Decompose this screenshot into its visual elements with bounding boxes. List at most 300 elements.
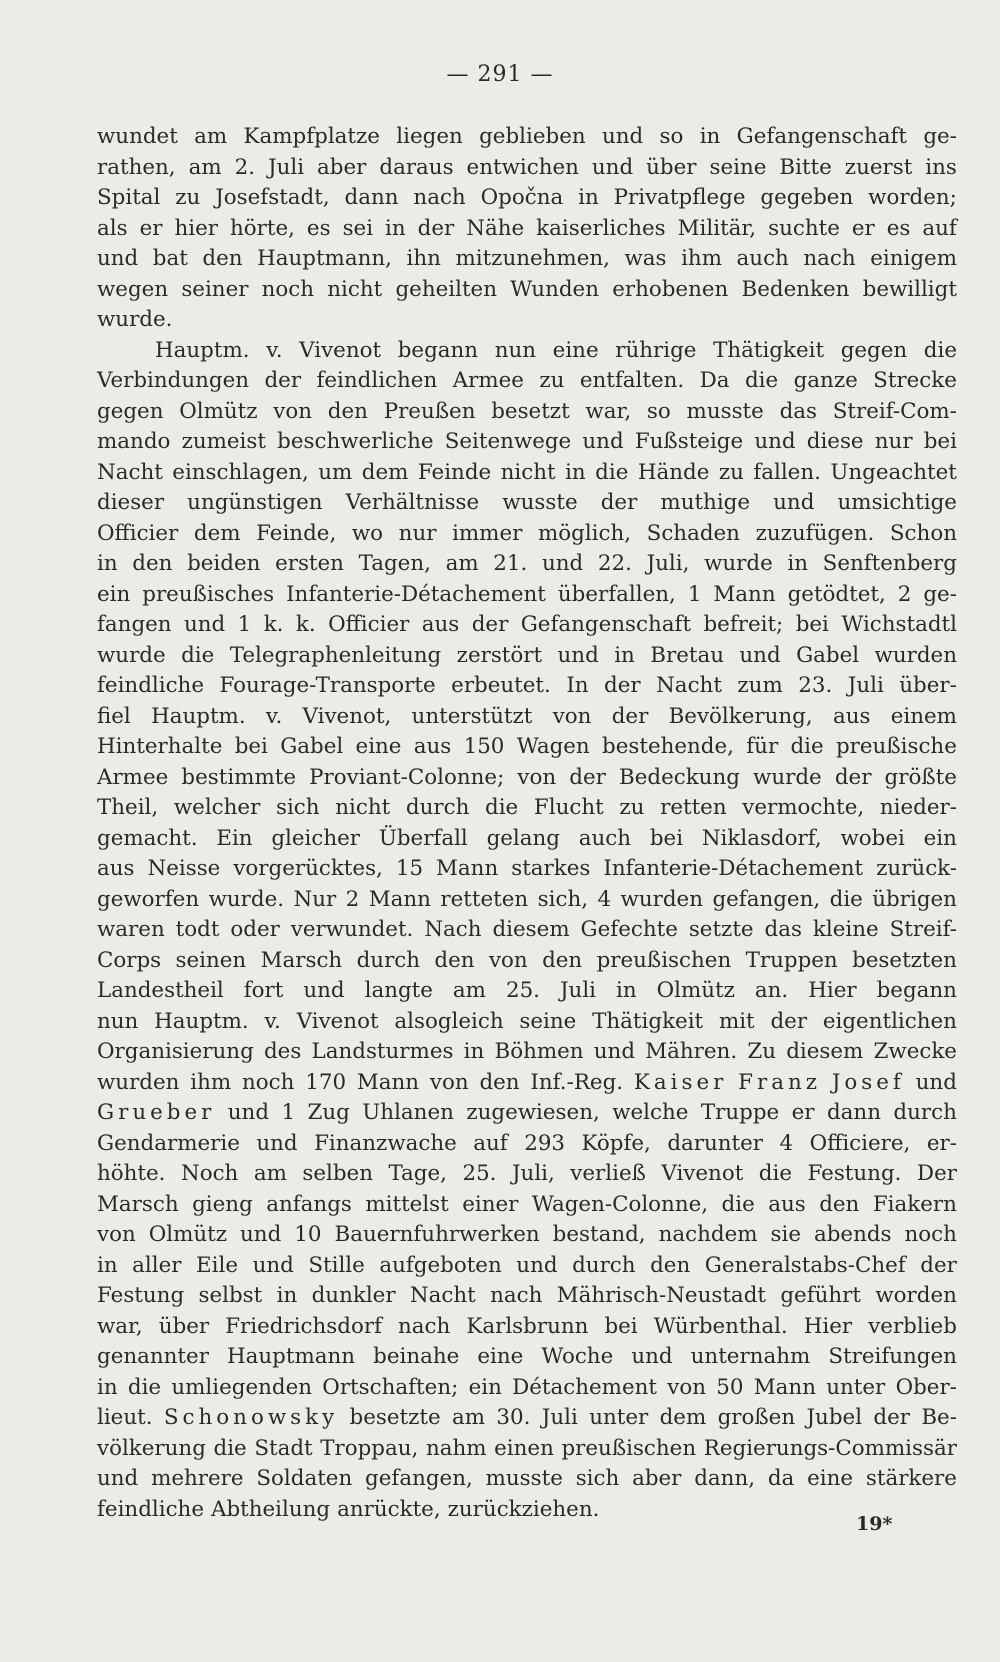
text-line — [97, 183, 957, 214]
word: Juli, — [646, 551, 690, 576]
word: 30. — [496, 1405, 531, 1430]
word: und — [97, 246, 139, 271]
word: Fußsteige — [634, 429, 744, 454]
word: Wagen-Colonne, — [531, 1191, 709, 1217]
word: Zug — [307, 1100, 350, 1125]
word: Nur — [293, 886, 337, 912]
word: auch — [736, 246, 789, 271]
word: der — [471, 612, 509, 637]
word: dann, — [694, 1466, 756, 1491]
word: aus — [413, 734, 452, 759]
text-line — [97, 580, 957, 611]
word: kleine — [812, 917, 879, 942]
word: Landsturmes — [311, 1039, 454, 1064]
word: von — [517, 764, 557, 790]
word: seinen — [175, 947, 247, 973]
word: hörte, — [229, 215, 295, 241]
text-line — [97, 702, 957, 733]
word: durch — [893, 1100, 957, 1125]
word: er — [791, 1100, 815, 1125]
word: den — [202, 246, 243, 271]
text-line — [97, 244, 957, 275]
word: 293 — [524, 1130, 566, 1156]
word: die — [485, 795, 519, 820]
word: durch — [572, 1252, 636, 1278]
word: besetzten — [852, 947, 957, 973]
word: so — [659, 124, 684, 149]
word: Privatpflege — [613, 185, 746, 210]
word: 10 — [294, 1222, 322, 1247]
word: diese — [806, 429, 864, 454]
word: v. — [266, 337, 283, 363]
word: zu — [175, 185, 201, 210]
word: mittelst — [365, 1191, 449, 1217]
word: Kaiser — [633, 1069, 728, 1095]
word: für — [746, 734, 779, 759]
word: eine — [807, 1466, 854, 1491]
word: Senftenberg — [822, 551, 957, 576]
word: Mähren. — [645, 1039, 738, 1064]
word: bei — [923, 429, 957, 454]
word: 150 — [463, 734, 505, 759]
text-line — [97, 763, 957, 794]
word: aus — [97, 856, 135, 881]
word: Armee — [452, 368, 524, 393]
word: Theil, — [97, 795, 159, 820]
word: Détachement — [512, 1374, 657, 1400]
word: in — [565, 459, 586, 485]
word: wurde — [704, 551, 773, 576]
word: Officiere, — [809, 1130, 911, 1156]
word: Seitenwege — [444, 429, 572, 454]
word: befreit; — [703, 612, 784, 637]
word: Thätigkeit — [592, 1008, 704, 1034]
word: einschlagen, — [172, 459, 309, 485]
word: Josefstadt, — [215, 185, 330, 210]
word: gefangen, — [365, 1466, 473, 1491]
word: unter — [589, 1405, 649, 1430]
word: in — [463, 1039, 485, 1064]
word: nur — [874, 429, 913, 454]
word: der — [834, 764, 872, 790]
word: Infanterie-Détachement — [603, 856, 864, 881]
word: Gefangenschaft — [736, 124, 907, 149]
word: in — [385, 215, 406, 241]
word: 170 — [305, 1069, 347, 1095]
word: starkes — [511, 856, 591, 881]
word: von — [552, 703, 592, 729]
word: vermochte, — [742, 795, 865, 820]
word: einer — [462, 1191, 519, 1217]
word: Josef — [831, 1069, 905, 1095]
word: nachdem — [658, 1222, 758, 1247]
word: an. — [754, 978, 789, 1003]
word: ihm — [190, 1069, 232, 1095]
word: 2. — [234, 154, 256, 180]
word: durch — [356, 947, 421, 973]
word: Juli — [559, 978, 597, 1003]
word: zurück- — [876, 856, 957, 881]
word: ihn — [406, 246, 441, 271]
word: überfallen, — [557, 581, 676, 607]
word: geheilten — [395, 276, 497, 302]
word: Bretau — [650, 642, 724, 668]
word: Opočna — [480, 185, 564, 210]
word: in — [699, 124, 721, 149]
word: den — [327, 398, 368, 424]
word: Be- — [921, 1405, 957, 1430]
word: geblieben — [479, 124, 586, 149]
word: der — [569, 764, 606, 790]
word: gegen — [97, 398, 164, 424]
text-line — [97, 305, 957, 336]
word: Noch — [180, 1161, 239, 1186]
word: Officier — [97, 520, 179, 546]
text-line — [97, 153, 957, 184]
word: Niklasdorf, — [701, 825, 822, 851]
text-line — [97, 671, 957, 702]
word: den — [542, 947, 583, 973]
word: in — [787, 551, 809, 576]
word: die — [758, 1161, 792, 1186]
word: Bauernfuhrwerken — [334, 1222, 540, 1247]
word: oder — [230, 917, 280, 942]
word: nicht — [500, 459, 556, 485]
word: Armee — [97, 764, 169, 790]
word: Gefangenschaft — [520, 612, 692, 637]
word: Schon — [889, 520, 957, 546]
word: nahm — [425, 1435, 487, 1461]
word: Preußen — [383, 398, 476, 424]
word: aber — [632, 1466, 682, 1491]
word: welcher — [173, 795, 261, 820]
word: Wichstadtl — [841, 612, 957, 637]
word: nach — [803, 246, 856, 271]
word: der — [604, 673, 641, 698]
word: und — [240, 1222, 282, 1247]
word: Hinterhalte — [97, 734, 223, 759]
word: auch — [578, 825, 632, 851]
word: beiden — [187, 551, 261, 576]
word: nicht — [327, 276, 383, 302]
word: und — [227, 1100, 270, 1125]
word: gelang — [486, 825, 560, 851]
word: Ungeachtet — [830, 459, 957, 485]
word: auf — [473, 1130, 508, 1156]
word: nun — [97, 1008, 139, 1034]
word: sie — [770, 1222, 801, 1247]
word: Friedrichsdorf — [225, 1313, 382, 1339]
text-line — [97, 946, 957, 977]
text-line — [97, 824, 957, 855]
word: Thätigkeit — [713, 337, 825, 363]
text-line — [97, 1373, 957, 1404]
word: k. — [263, 612, 284, 637]
word: verließ — [570, 1161, 646, 1186]
word: beinahe — [373, 1344, 460, 1369]
word: auf — [922, 215, 957, 241]
word: einigem — [870, 246, 957, 271]
word: darunter — [667, 1130, 764, 1156]
word: Strecke — [873, 368, 957, 393]
word: und — [256, 1130, 298, 1156]
text-line — [97, 641, 957, 672]
word: es — [306, 215, 331, 241]
word: Landestheil — [97, 978, 224, 1003]
word: begann — [397, 337, 479, 363]
word: anrückte, — [337, 1496, 441, 1522]
word: gemacht. — [97, 825, 198, 851]
word: aller — [132, 1252, 182, 1278]
word: Nähe — [466, 215, 525, 241]
word: In — [566, 673, 589, 698]
word: 4 — [779, 1130, 794, 1156]
word: war, — [585, 398, 632, 424]
word: besetzt — [491, 398, 570, 424]
word: Fiakern — [872, 1191, 957, 1217]
word: 21. — [493, 551, 528, 576]
word: den — [819, 1191, 860, 1217]
word: in — [616, 978, 637, 1003]
word: 25. — [505, 978, 540, 1003]
word: Stadt — [254, 1435, 313, 1461]
word: so — [646, 398, 671, 424]
word: und — [184, 612, 226, 637]
text-line — [97, 366, 957, 397]
text-line — [97, 1098, 957, 1129]
word: und — [631, 1344, 673, 1369]
text-line — [97, 1129, 957, 1160]
word: Böhmen — [494, 1039, 584, 1064]
word: mando — [97, 429, 171, 454]
word: wurde. — [97, 307, 173, 332]
word: fallen. — [753, 459, 821, 485]
word: Zu — [747, 1039, 776, 1064]
word: ein — [923, 825, 957, 851]
word: Inf.-Reg. — [530, 1069, 624, 1095]
word: langte — [364, 978, 433, 1003]
word: 23. — [798, 673, 833, 698]
word: Marsch — [97, 1191, 179, 1217]
word: 15 — [395, 856, 424, 881]
word: zum — [737, 673, 783, 698]
word: am — [194, 124, 228, 149]
word: fangen — [97, 612, 172, 637]
word: liegen — [396, 124, 463, 149]
word: das — [779, 398, 817, 424]
word: ein — [468, 1374, 502, 1400]
text-line — [97, 458, 957, 489]
word: zu — [718, 459, 744, 485]
word: preußischen — [596, 947, 732, 973]
word: Hände — [637, 459, 710, 485]
word: Mann — [753, 1374, 816, 1400]
word: Kampfplatze — [243, 124, 380, 149]
word: hier — [174, 215, 218, 241]
word: Finanzwache — [314, 1130, 457, 1156]
word: einen — [494, 1435, 554, 1461]
word: abends — [813, 1222, 892, 1247]
word: und — [303, 978, 345, 1003]
text-line — [97, 549, 957, 580]
word: und — [516, 1252, 558, 1278]
word: getödtet, — [787, 581, 886, 607]
word: Hauptmann, — [257, 246, 392, 271]
word: möglich, — [537, 520, 632, 546]
word: was — [624, 246, 667, 271]
word: bestimmte — [181, 764, 296, 790]
word: Telegraphenleitung — [229, 642, 442, 668]
word: die — [790, 734, 824, 759]
word: Olmütz — [148, 1222, 228, 1247]
word: noch — [241, 1069, 295, 1095]
text-line — [97, 885, 957, 916]
word: worden — [875, 1283, 957, 1308]
word: 2 — [345, 886, 360, 912]
body-text — [97, 122, 957, 1525]
word: und — [541, 551, 584, 576]
word: welche — [612, 1100, 689, 1125]
word: unter — [826, 1374, 886, 1400]
word: in — [276, 1283, 298, 1308]
word: Nacht — [409, 1283, 476, 1308]
word: Streifungen — [828, 1344, 957, 1369]
word: wurde — [97, 642, 166, 668]
text-line — [97, 1068, 957, 1099]
word: begann — [876, 978, 957, 1003]
word: der — [873, 1405, 910, 1430]
text-line — [97, 854, 957, 885]
word: fort — [243, 978, 284, 1003]
word: er — [139, 215, 163, 241]
word: gefangen, — [712, 886, 821, 912]
word: am — [451, 1405, 486, 1430]
word: von — [488, 947, 528, 973]
word: nach — [413, 185, 466, 210]
word: Streif-Com- — [832, 398, 957, 424]
text-line — [97, 1159, 957, 1190]
word: die — [181, 642, 215, 668]
word: bestehende, — [602, 734, 734, 759]
word: und — [582, 429, 624, 454]
word: musste — [686, 398, 764, 424]
word: todt — [175, 917, 220, 942]
word: Mann — [713, 581, 776, 607]
word: aus — [421, 612, 460, 637]
word: den — [479, 1069, 520, 1095]
word: Köpfe, — [581, 1130, 651, 1156]
word: Juli — [268, 154, 305, 180]
word: Eile — [196, 1252, 239, 1278]
word: Woche — [541, 1344, 614, 1369]
word: entfalten. — [579, 368, 685, 393]
word: daraus — [379, 154, 454, 180]
word: nur — [398, 520, 437, 546]
word: eigentlichen — [822, 1008, 957, 1034]
text-line — [97, 397, 957, 428]
word: Troppau, — [320, 1435, 419, 1461]
word: bei — [795, 612, 829, 637]
word: Mann — [436, 856, 499, 881]
page-number: — 291 — — [446, 62, 554, 87]
word: Wagen — [516, 734, 590, 759]
word: Festung — [97, 1283, 185, 1308]
word: Tage, — [388, 1161, 447, 1186]
word: der — [264, 368, 302, 393]
word: völkerung — [97, 1435, 206, 1461]
word: fiel — [97, 703, 131, 729]
text-line — [97, 427, 957, 458]
word: Juli — [847, 673, 884, 698]
word: der — [611, 703, 649, 729]
word: sei — [342, 215, 374, 241]
word: Truppe — [700, 1100, 780, 1125]
text-line — [97, 793, 957, 824]
word: retten — [660, 795, 727, 820]
word: den — [132, 551, 173, 576]
word: eine — [477, 1344, 524, 1369]
word: Hauptm. — [155, 337, 250, 363]
text-line — [97, 1190, 957, 1221]
word: selben — [302, 1161, 373, 1186]
word: Organisierung — [97, 1039, 254, 1064]
word: Da — [699, 368, 730, 393]
word: mehrere — [151, 1466, 244, 1491]
word: 50 — [716, 1374, 744, 1400]
word: erhobenen — [612, 276, 729, 302]
word: verwundet. — [290, 917, 414, 942]
word: rathen, — [97, 154, 176, 180]
text-line — [97, 1312, 957, 1343]
word: preußische — [835, 734, 957, 759]
word: Officier — [328, 612, 410, 637]
word: Hauptm. — [154, 1008, 249, 1034]
text-line — [97, 1495, 957, 1526]
word: diesem — [492, 917, 570, 942]
word: von — [429, 1069, 469, 1095]
word: großen — [717, 1405, 796, 1430]
word: über — [158, 1313, 210, 1339]
text-line — [97, 488, 957, 519]
word: eine — [552, 337, 599, 363]
word: Verbindungen — [97, 368, 250, 393]
word: Marsch — [260, 947, 343, 973]
word: rührige — [615, 337, 697, 363]
word: nieder- — [879, 795, 957, 820]
word: Ortschaften; — [322, 1374, 459, 1400]
word: Feinde, — [256, 520, 337, 546]
word: 2 — [897, 581, 912, 607]
word: Karlsbrunn — [466, 1313, 589, 1339]
word: es — [886, 215, 911, 241]
word: nun — [494, 337, 537, 363]
word: Regierungs-Commissär — [703, 1435, 957, 1461]
word: dunkler — [311, 1283, 396, 1308]
word: und — [557, 642, 599, 668]
word: durch — [405, 795, 470, 820]
word: einem — [890, 703, 957, 729]
word: Bedenken — [741, 276, 850, 302]
word: preußisches — [142, 581, 275, 607]
word: der — [417, 215, 455, 241]
word: Würbenthal. — [653, 1313, 788, 1339]
word: musste — [485, 1466, 563, 1491]
word: Hier — [808, 978, 857, 1003]
word: in — [97, 551, 118, 576]
word: wo — [351, 520, 384, 546]
word: Generalstabs-Chef — [704, 1252, 906, 1278]
word: Gendarmerie — [97, 1130, 240, 1156]
